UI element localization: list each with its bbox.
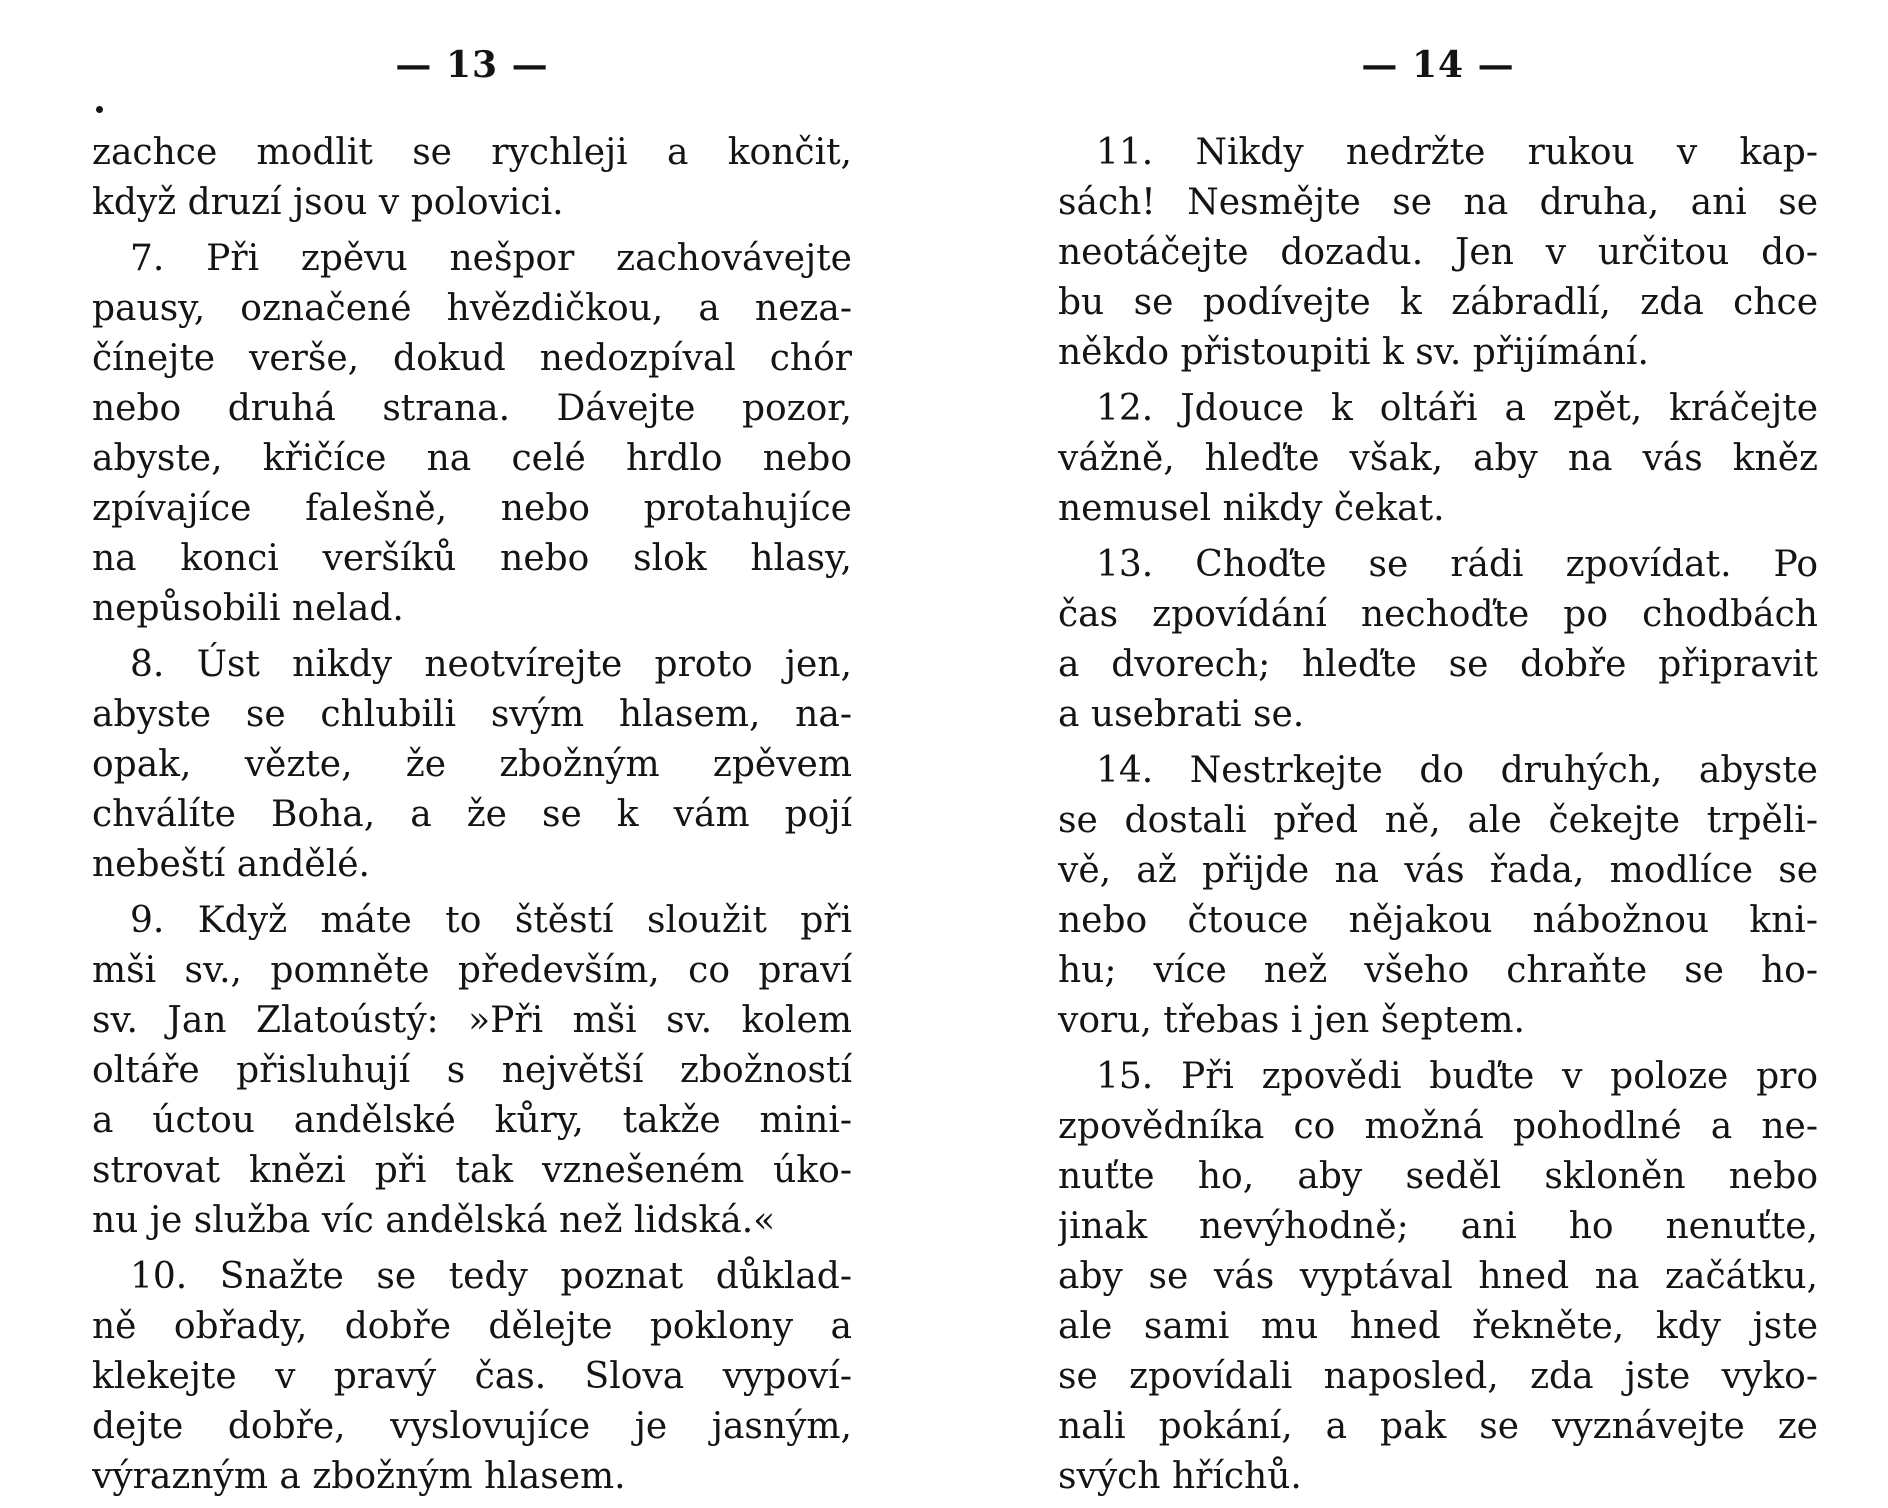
text-line: 10. Snažte se tedy poznat důklad- xyxy=(130,1256,852,1297)
text-line: sv. Jan Zlatoústý: »Při mši sv. kolem xyxy=(92,1000,852,1041)
text-line: zpovědníka co možná pohodlné a ne- xyxy=(1058,1106,1818,1147)
text-line: ně obřady, dobře dělejte poklony a xyxy=(92,1306,852,1347)
text-line: a usebrati se. xyxy=(1058,694,1305,735)
text-line: zachce modlit se rychleji a končit, xyxy=(92,132,852,173)
left-page xyxy=(92,0,852,1500)
text-line: čínejte verše, dokud nedozpíval chór xyxy=(92,338,852,379)
text-line: bu se podívejte k zábradlí, zda chce xyxy=(1058,282,1818,323)
text-line: nebo druhá strana. Dávejte pozor, xyxy=(92,388,852,429)
text-line: 11. Nikdy nedržte rukou v kap- xyxy=(1096,132,1818,173)
page-text xyxy=(92,128,852,1508)
text-line: ale sami mu hned řekněte, kdy jste xyxy=(1058,1306,1818,1347)
text-line: opak, vězte, že zbožným zpěvem xyxy=(92,744,852,785)
text-line: čas zpovídání nechoďte po chodbách xyxy=(1058,594,1818,635)
text-line: se dostali před ně, ale čekejte trpěli- xyxy=(1058,800,1818,841)
text-line: svých hříchů. xyxy=(1058,1456,1302,1497)
text-line: 9. Když máte to štěstí sloužit při xyxy=(130,900,852,941)
paragraph xyxy=(1058,384,1818,534)
text-line: se zpovídali naposled, zda jste vyko- xyxy=(1058,1356,1818,1397)
text-line: nuťte ho, aby seděl skloněn nebo xyxy=(1058,1156,1818,1197)
text-line: voru, třebas i jen šeptem. xyxy=(1058,1000,1525,1041)
text-line: 7. Při zpěvu nešpor zachovávejte xyxy=(130,238,852,279)
text-line: nepůsobili nelad. xyxy=(92,588,404,629)
text-line: 14. Nestrkejte do druhých, abyste xyxy=(1096,750,1818,791)
ink-speck xyxy=(96,106,103,113)
text-line: a dvorech; hleďte se dobře připravit xyxy=(1058,644,1818,685)
text-line: a úctou andělské kůry, takže mini- xyxy=(92,1100,852,1141)
paragraph xyxy=(92,896,852,1246)
text-line: 8. Úst nikdy neotvírejte proto jen, xyxy=(130,644,852,685)
page-text xyxy=(1058,128,1818,1508)
paragraph xyxy=(92,640,852,890)
text-line: když druzí jsou v polovici. xyxy=(92,182,564,223)
text-line: aby se vás vyptával hned na začátku, xyxy=(1058,1256,1818,1297)
text-line: sách! Nesmějte se na druha, ani se xyxy=(1058,182,1818,223)
text-line: na konci veršíků nebo slok hlasy, xyxy=(92,538,852,579)
text-line: někdo přistoupiti k sv. přijímání. xyxy=(1058,332,1649,373)
text-line: 15. Při zpovědi buďte v poloze pro xyxy=(1096,1056,1818,1097)
text-line: výrazným a zbožným hlasem. xyxy=(92,1456,626,1497)
text-line: nali pokání, a pak se vyznávejte ze xyxy=(1058,1406,1818,1447)
text-line: nu je služba víc andělská než lidská.« xyxy=(92,1200,776,1241)
text-line: klekejte v pravý čas. Slova vypoví- xyxy=(92,1356,852,1397)
paragraph xyxy=(1058,746,1818,1046)
paragraph xyxy=(92,128,852,228)
paragraph xyxy=(1058,1052,1818,1502)
text-line: mši sv., pomněte především, co praví xyxy=(92,950,852,991)
page-number: — 13 — xyxy=(395,44,549,86)
text-line: vážně, hleďte však, aby na vás kněz xyxy=(1058,438,1818,479)
text-line: zpívajíce falešně, nebo protahujíce xyxy=(92,488,852,529)
text-line: abyste, křičíce na celé hrdlo nebo xyxy=(92,438,852,479)
right-page xyxy=(1058,0,1818,1500)
paragraph xyxy=(92,234,852,634)
text-line: jinak nevýhodně; ani ho nenuťte, xyxy=(1058,1206,1818,1247)
text-line: strovat knězi při tak vznešeném úko- xyxy=(92,1150,852,1191)
paragraph xyxy=(1058,540,1818,740)
page-number: — 14 — xyxy=(1361,44,1515,86)
text-line: abyste se chlubili svým hlasem, na- xyxy=(92,694,852,735)
text-line: chválíte Boha, a že se k vám pojí xyxy=(92,794,852,835)
text-line: neotáčejte dozadu. Jen v určitou do- xyxy=(1058,232,1818,273)
text-line: vě, až přijde na vás řada, modlíce se xyxy=(1058,850,1818,891)
text-line: oltáře přisluhují s největší zbožností xyxy=(92,1050,852,1091)
paragraph xyxy=(1058,128,1818,378)
text-line: pausy, označené hvězdičkou, a neza- xyxy=(92,288,852,329)
text-line: nemusel nikdy čekat. xyxy=(1058,488,1445,529)
text-line: 12. Jdouce k oltáři a zpět, kráčejte xyxy=(1096,388,1818,429)
text-line: hu; více než všeho chraňte se ho- xyxy=(1058,950,1818,991)
text-line: nebeští andělé. xyxy=(92,844,370,885)
text-line: 13. Choďte se rádi zpovídat. Po xyxy=(1096,544,1818,585)
paragraph xyxy=(92,1252,852,1502)
text-line: dejte dobře, vyslovujíce je jasným, xyxy=(92,1406,852,1447)
text-line: nebo čtouce nějakou nábožnou kni- xyxy=(1058,900,1818,941)
